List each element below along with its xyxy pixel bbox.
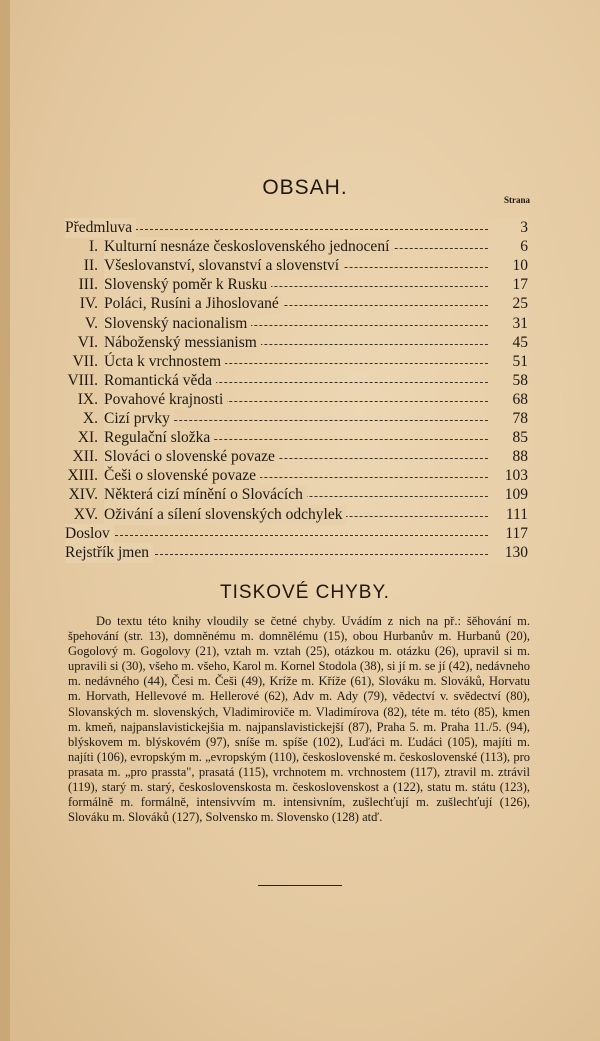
toc-chapter-title: Některá cizí mínění o Slovácích [104, 485, 307, 505]
toc-row [0, 314, 600, 334]
toc-page-number: 68 [488, 390, 528, 410]
toc-page-number: 111 [488, 505, 528, 525]
toc-page-number: 130 [488, 543, 528, 563]
toc-page-number: 10 [488, 256, 528, 276]
toc-chapter-title: Kulturní nesnáze československého jednocení [104, 237, 393, 257]
toc-page-number: 88 [488, 447, 528, 467]
toc-row [0, 352, 600, 372]
toc-chapter-title: Slovenský poměr k Rusku [104, 275, 271, 295]
toc-page-number: 78 [488, 409, 528, 429]
toc-row [0, 428, 600, 448]
toc-row [0, 275, 600, 295]
toc-row [0, 333, 600, 353]
toc-row [0, 294, 600, 314]
toc-page-number: 109 [488, 485, 528, 505]
toc-page-number: 31 [488, 314, 528, 334]
toc-chapter-title: Rejstřík jmen [65, 543, 153, 563]
toc-chapter-number: XV. [73, 505, 98, 523]
errata-text: Do textu této knihy vloudily se četné chyby. Uvádím z nich na př.: šěhování m. špehování (str. 13), domněnému m. domnělému (15), obou Hurbanův m. Hurbanů (20), Gogolový m. Gogolovy (21), vztah m. vztah (25), otázkou m. otázku (26), upravil si m. upravili si (30), všeho m. všeho, Karol m. Kornel Stodola (38), si jí m. se jí (42), nedávneho m. nedávného (44), Česi m. Češi (49), Kríže m. Kříže (61), Slováku m. Slováků, Horvatu m. Horvath, Hellevové m. Hellerové (62), Adv m. Ady (79), vědectví v. svědectví (80), Slovanských m. slovenských, Vladimiroviče m. Vladimírova (82), téte m. této (85), kmen m. kmeň, najpanslavistickejšia m. najpanslavistickejší (87), Praha 5. m. Praha 11./5. (94), blýskovem m. blýskovém (97), sníše m. spíše (102), Luďáci m. Ľudáci (105), majíti m. najíti (106), evropským m. „evropským (110), československé m. československé (113), pro prasata m. „pro prassta", prasatá (115), vrchnotem m. vrchnostem (117), ztravil m. ztrávil (119), starý m. starý, československosta m. československost a (122), statu m. státu (123), formálně m. formálně, intensivvím m. intensivním, zušlechťují m. zušlechťují (126), Slováku m. Slováků (127), Solvensko m. Slovensko (128) atď. [68, 614, 530, 825]
toc-chapter-number: VII. [72, 352, 98, 370]
toc-row [0, 218, 600, 238]
toc-chapter-title: Romantická věda [104, 371, 216, 391]
toc-page-number: 3 [488, 218, 528, 238]
toc-chapter-number: II. [83, 257, 98, 275]
toc-chapter-title: Slováci o slovenské povaze [104, 447, 279, 467]
toc-chapter-number: IV. [79, 295, 98, 313]
toc-chapter-number: X. [82, 410, 98, 427]
toc-row [0, 524, 600, 544]
toc-chapter-number: III. [78, 276, 98, 294]
toc-row [0, 485, 600, 505]
toc-page-number: 117 [488, 524, 528, 544]
toc-row [0, 447, 600, 467]
toc-page-number: 58 [488, 371, 528, 391]
toc-page-number: 103 [488, 466, 528, 486]
toc-chapter-number: XIV. [68, 486, 98, 504]
toc-chapter-number: VI. [77, 333, 98, 351]
toc-page-number: 45 [488, 333, 528, 353]
toc-chapter-title: Slovenský nacionalism [104, 314, 251, 334]
toc-chapter-title: Češi o slovenské povaze [104, 466, 260, 486]
toc-row [0, 371, 600, 391]
toc-chapter-number: XIII. [67, 467, 98, 485]
toc-chapter-number: V. [84, 314, 98, 332]
toc-chapter-number: I. [88, 238, 98, 256]
toc-chapter-title: Oživání a sílení slovenských odchylek [104, 505, 346, 525]
toc-row [0, 390, 600, 410]
toc-row [0, 505, 600, 525]
toc-row [0, 237, 600, 257]
toc-page-number: 25 [488, 294, 528, 314]
toc-row [0, 543, 600, 563]
toc-chapter-number: IX. [77, 390, 98, 408]
toc-chapter-title: Cizí prvky [104, 409, 174, 429]
toc-page-number: 51 [488, 352, 528, 372]
toc-chapter-title: Poláci, Rusíni a Jihoslované [104, 294, 283, 314]
toc-chapter-number: XII. [72, 448, 98, 466]
closing-rule [258, 885, 342, 886]
toc-chapter-title: Všeslovanství, slovanství a slovenství [104, 256, 343, 276]
toc-chapter-title: Doslov [65, 524, 114, 544]
page-column-label: Strana [503, 195, 530, 205]
toc-chapter-title: Úcta k vrchnostem [104, 352, 225, 372]
errata-title: TISKOVÉ CHYBY. [220, 582, 390, 603]
toc-page-number: 17 [488, 275, 528, 295]
toc-chapter-title: Náboženský messianism [104, 333, 261, 353]
toc-chapter-title: Regulační složka [104, 428, 214, 448]
toc-page-number: 6 [488, 237, 528, 257]
toc-chapter-title: Povahové krajnosti [104, 390, 227, 410]
toc-chapter-number: XI. [77, 429, 98, 447]
toc-chapter-number: VIII. [67, 371, 98, 389]
toc-row [0, 256, 600, 276]
contents-title: OBSAH. [262, 176, 348, 199]
toc-row [0, 466, 600, 486]
toc-page-number: 85 [488, 428, 528, 448]
toc-chapter-title: Předmluva [65, 218, 136, 238]
toc-leader [65, 535, 528, 536]
toc-row [0, 409, 600, 429]
